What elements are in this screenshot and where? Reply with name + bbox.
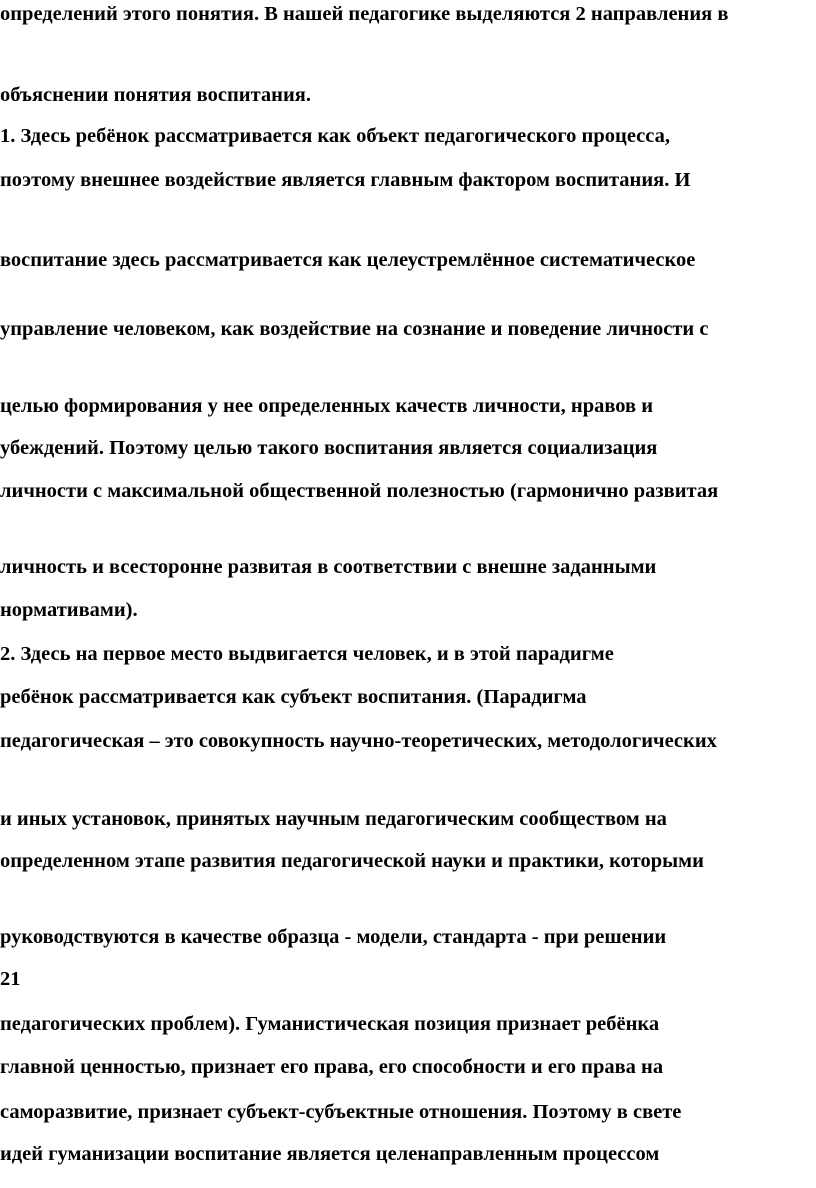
text-line: убеждений. Поэтому целью такого воспитания является социализация bbox=[0, 437, 658, 459]
text-line: определенном этапе развития педагогической науки и практики, которыми bbox=[0, 850, 704, 872]
text-line: идей гуманизации воспитание является целенаправленным процессом bbox=[0, 1143, 660, 1165]
text-line: личности с максимальной общественной полезностью (гармонично развитая bbox=[0, 480, 719, 502]
text-line: 2. Здесь на первое место выдвигается человек, и в этой парадигме bbox=[0, 643, 614, 665]
text-line: главной ценностью, признает его права, его способности и его права на bbox=[0, 1056, 664, 1078]
page-number: 21 bbox=[0, 968, 21, 990]
text-line: воспитание здесь рассматривается как целеустремлённое систематическое bbox=[0, 249, 696, 271]
text-line: ребёнок рассматривается как субъект воспитания. (Парадигма bbox=[0, 686, 587, 708]
text-line: определений этого понятия. В нашей педагогике выделяются 2 направления в bbox=[0, 3, 729, 25]
text-line: нормативами). bbox=[0, 599, 138, 621]
text-line: личность и всесторонне развитая в соответствии с внешне заданными bbox=[0, 556, 657, 578]
text-line: педагогических проблем). Гуманистическая позиция признает ребёнка bbox=[0, 1013, 660, 1035]
text-line: руководствуются в качестве образца - модели, стандарта - при решении bbox=[0, 926, 667, 948]
text-line: объяснении понятия воспитания. bbox=[0, 84, 311, 106]
text-line: управление человеком, как воздействие на сознание и поведение личности с bbox=[0, 318, 709, 340]
text-line: саморазвитие, признает субъект-субъектные отношения. Поэтому в свете bbox=[0, 1101, 682, 1123]
text-line: 1. Здесь ребёнок рассматривается как объект педагогического процесса, bbox=[0, 125, 671, 147]
text-line: целью формирования у нее определенных качеств личности, нравов и bbox=[0, 395, 654, 417]
text-line: поэтому внешнее воздействие является главным фактором воспитания. И bbox=[0, 169, 691, 191]
text-line: педагогическая – это совокупность научно-теоретических, методологических bbox=[0, 730, 717, 752]
text-line: и иных установок, принятых научным педагогическим сообществом на bbox=[0, 808, 667, 830]
